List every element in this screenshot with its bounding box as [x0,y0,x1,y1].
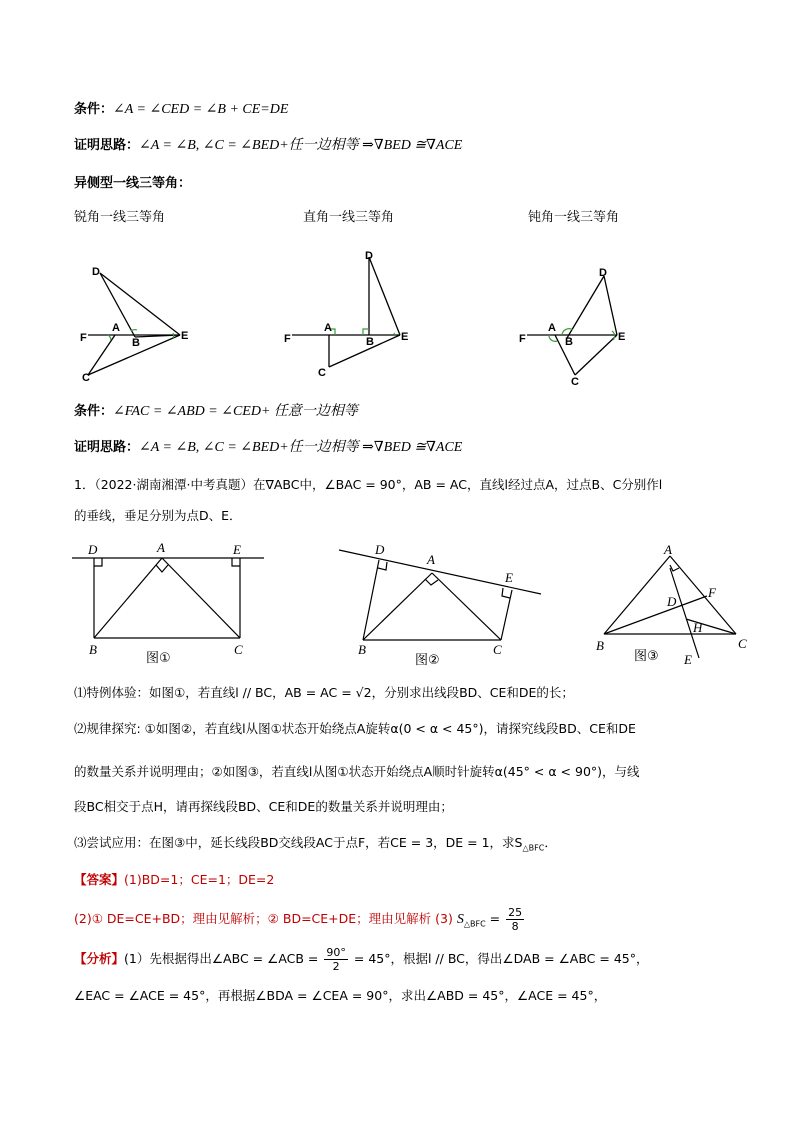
question-2b: 的数量关系并说明理由；②如图③，若直线l从图①状态开始绕点A顺时针旋转α(45° < α < 90°)，与线 [74,764,640,779]
analysis-frac-num: 90° [326,946,346,959]
figure-1 [68,538,268,668]
point-B: B [89,642,97,657]
point-D: D [92,266,100,278]
point-A: A [157,540,165,555]
answer-2: (2)① DE=CE+BD；理由见解析；② BD=CE+DE；理由见解析 [74,911,432,926]
analysis-line-2: ∠EAC = ∠ACE = 45°，再根据∠BDA = ∠CEA = 90°，求出∠ABD = 45°，∠ACE = 45°， [74,988,607,1003]
proof-line-1 [74,137,462,155]
question-3 [74,834,557,858]
figure-3 [590,540,755,670]
answer-3-sub: △BFC [463,919,486,929]
point-C: C [234,642,243,657]
point-A: A [548,322,556,334]
caption-obtuse: 钝角一线三等角 [528,210,620,225]
point-C: C [318,367,326,379]
question-1: ⑴特例体验：如图①，若直线l // BC，AB = AC = √2，分别求出线段BD、CE和DE的长； [74,685,574,700]
answer-3-num: 25 [508,906,523,919]
condition-line-2 [74,403,358,421]
answer-1: (1)BD=1；CE=1；DE=2 [124,872,275,887]
answer-3-fraction [506,906,524,933]
point-F: F [519,333,526,345]
condition-text: ∠A = ∠CED = ∠B + CE=DE [113,102,289,117]
point-A: A [324,322,332,334]
point-D: D [599,267,607,279]
figure-2 [335,538,550,668]
point-B: B [565,336,573,348]
answer-3-eq: = [489,911,501,926]
proof-label: 证明思路： [74,138,140,153]
point-D: D [375,542,385,557]
point-H: H [693,620,703,635]
figure-acute [70,255,200,385]
point-A: A [427,552,435,567]
answer-line-2 [74,904,526,940]
point-B: B [132,337,140,349]
question-2a: ⑵规律探究: ①如图②，若直线l从图①状态开始绕点A旋转α(0 < α < 45°)，请探究线段BD、CE和DE [74,721,636,736]
point-B: B [596,638,604,653]
point-F: F [708,585,716,600]
figure-right [280,245,420,385]
problem-line-1: 1．（2022·湖南湘潭·中考真题）在∇ABC中，∠BAC = 90°，AB = AC，直线l经过点A，过点B、C分别作l [74,477,663,492]
analysis-fraction [324,946,348,973]
proof-label: 证明思路： [74,440,140,455]
answer-3-s: S [456,912,464,927]
answer-3-prefix: (3) [435,911,453,926]
point-C: C [82,372,90,384]
answer-3-den: 8 [511,920,519,933]
proof-line-2 [74,439,462,457]
point-E: E [401,331,409,343]
analysis-text-1a: (1）先根据得出∠ABC = ∠ACB = [124,951,319,966]
analysis-text-1b: = 45°，根据l // BC，得出∠DAB = ∠ABC = 45°， [353,951,649,966]
figure-1-caption: 图① [146,651,171,666]
point-E: E [181,330,189,342]
point-B: B [366,336,374,348]
condition-label: 条件： [74,102,114,117]
analysis-label: 【分析】 [74,951,125,966]
caption-right: 直角一线三等角 [303,210,395,225]
point-C: C [493,642,502,657]
point-E: E [684,652,692,667]
point-D: D [88,542,98,557]
point-C: C [571,376,579,388]
answer-line-1 [74,871,274,889]
condition-line-1 [74,101,288,119]
analysis-line-1 [74,944,648,974]
point-D: D [667,594,677,609]
proof-text: ∠A = ∠B, ∠C = ∠BED+任一边相等 ⇒∇BED ≅∇ACE [139,440,463,455]
condition-label: 条件： [74,404,114,419]
point-A: A [112,322,120,334]
point-B: B [358,642,366,657]
point-D: D [365,250,373,262]
caption-acute: 锐角一线三等角 [74,210,166,225]
figure-3-caption: 图③ [634,649,659,664]
problem-line-2: 的垂线，垂足分别为点D、E． [74,508,242,523]
section-heading: 异侧型一线三等角： [74,176,192,191]
point-E: E [505,570,513,585]
point-C: C [738,636,747,651]
point-E: E [618,331,626,343]
point-A: A [664,542,672,557]
answer-label: 【答案】 [74,872,125,887]
question-3-end: ． [544,835,557,850]
proof-text: ∠A = ∠B, ∠C = ∠BED+任一边相等 ⇒∇BED ≅∇ACE [139,138,463,153]
question-2c: 段BC相交于点H，请再探线段BD、CE和DE的数量关系并说明理由； [74,799,453,814]
question-3-sub: △BFC [522,843,545,853]
condition-text: ∠FAC = ∠ABD = ∠CED+ 任意一边相等 [113,404,358,419]
point-F: F [284,333,291,345]
figure-2-caption: 图② [415,653,440,668]
figure-obtuse [515,258,645,388]
analysis-frac-den: 2 [332,960,340,973]
point-F: F [80,332,87,344]
question-3-text: ⑶尝试应用：在图③中，延长线段BD交线段AC于点F，若CE = 3，DE = 1，求S [74,835,523,850]
point-E: E [233,542,241,557]
